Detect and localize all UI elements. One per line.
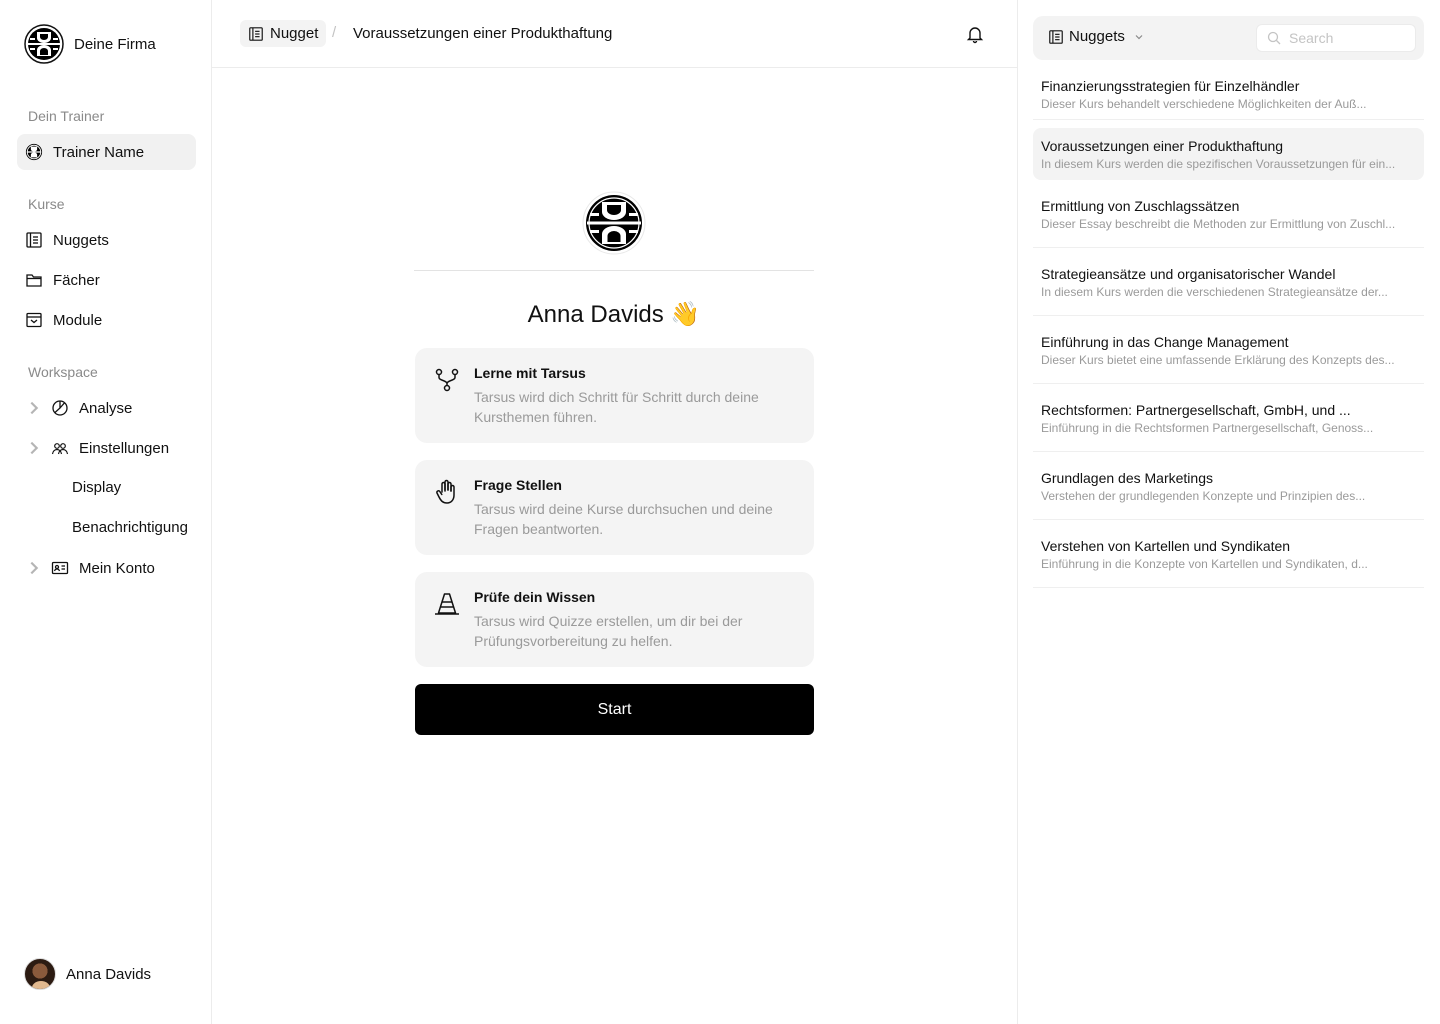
folder-icon (25, 271, 43, 289)
user-profile[interactable] (24, 958, 151, 990)
sidebar-item-analyse[interactable] (17, 390, 196, 426)
list-item-description: In diesem Kurs werden die verschiedenen Strategieansätze der... (1041, 285, 1388, 299)
list-item-description: Einführung in die Rechtsformen Partnergesellschaft, Genoss... (1041, 421, 1374, 435)
start-button[interactable]: Start (415, 684, 814, 735)
list-item[interactable] (1033, 188, 1424, 248)
sidebar-subitem-benachrichtigung[interactable]: Benachrichtigung (72, 519, 188, 536)
workspace-section-label: Workspace (28, 364, 98, 380)
document-icon (1048, 29, 1064, 45)
hero-divider (414, 270, 814, 271)
list-item-description: Verstehen der grundlegenden Konzepte und Prinzipien des... (1041, 489, 1366, 503)
trainer-section-label: Dein Trainer (28, 108, 105, 124)
courses-section-label: Kurse (28, 196, 65, 212)
card-description: Tarsus wird deine Kurse durchsuchen und deine Fragen beantworten. (474, 501, 773, 537)
sidebar-item-trainer[interactable] (17, 134, 196, 170)
top-header (212, 0, 1018, 68)
sidebar (0, 0, 212, 1024)
sidebar-item-label: Fächer (53, 271, 100, 289)
list-item-active[interactable] (1033, 128, 1424, 180)
list-item-title: Strategieansätze und organisatorischer Wandel (1041, 266, 1336, 282)
dropdown-label: Nuggets (1069, 28, 1125, 45)
breadcrumb-current: Voraussetzungen einer Produkthaftung (353, 25, 613, 42)
sidebar-item-nuggets[interactable] (17, 222, 196, 258)
card-title: Prüfe dein Wissen (474, 589, 596, 605)
sidebar-item-mein-konto[interactable] (17, 550, 196, 586)
pie-chart-icon (51, 399, 69, 417)
list-item-title: Finanzierungsstrategien für Einzelhändler (1041, 78, 1300, 94)
list-item-description: Einführung in die Konzepte von Kartellen und Syndikaten, d... (1041, 557, 1368, 571)
card-pruefe-dein-wissen[interactable] (415, 572, 814, 667)
card-lerne-mit-tarsus[interactable] (415, 348, 814, 443)
sidebar-subitem-display[interactable]: Display (72, 479, 122, 496)
bell-icon[interactable] (965, 24, 985, 44)
list-item-title: Ermittlung von Zuschlagssätzen (1041, 198, 1240, 214)
document-icon (25, 231, 43, 249)
id-card-icon (51, 559, 69, 577)
main-divider (1017, 0, 1018, 1024)
list-item[interactable] (1033, 460, 1424, 520)
sidebar-item-label: Mein Konto (79, 559, 155, 577)
sidebar-item-faecher[interactable] (17, 262, 196, 298)
chevron-right-icon (25, 439, 43, 457)
card-description: Tarsus wird Quizze erstellen, um dir bei der Prüfungsvorbereitung zu helfen. (474, 613, 743, 649)
branch-icon (433, 366, 461, 394)
company-logo-icon (24, 24, 64, 64)
list-item[interactable] (1033, 324, 1424, 384)
sidebar-item-label: Module (53, 311, 103, 329)
document-icon (248, 26, 264, 42)
card-description: Tarsus wird dich Schritt für Schritt durch deine Kursthemen führen. (474, 389, 759, 425)
panel-header (1033, 16, 1424, 60)
card-frage-stellen[interactable] (415, 460, 814, 555)
search-icon (1267, 31, 1281, 45)
hand-icon (433, 478, 461, 506)
users-icon (51, 439, 69, 457)
cone-icon (433, 590, 461, 618)
greeting-title: Anna Davids 👋 (527, 301, 701, 328)
sidebar-item-einstellungen[interactable] (17, 430, 196, 466)
list-item-title: Rechtsformen: Partnergesellschaft, GmbH, und ... (1041, 402, 1351, 418)
sidebar-item-label: Nuggets (53, 231, 109, 249)
search-box (1256, 24, 1416, 52)
list-item[interactable] (1033, 528, 1424, 588)
list-item-title: Grundlagen des Marketings (1041, 470, 1213, 486)
search-input[interactable] (1289, 30, 1399, 46)
list-item[interactable] (1033, 392, 1424, 452)
trainer-avatar-icon (25, 143, 43, 161)
list-item-description: In diesem Kurs werden die spezifischen Voraussetzungen für ein... (1041, 157, 1396, 171)
breadcrumb-label: Nugget (270, 25, 319, 42)
sidebar-item-label: Trainer Name (53, 143, 145, 161)
card-title: Lerne mit Tarsus (474, 365, 586, 381)
chevron-down-icon (1134, 32, 1144, 42)
list-item-title: Verstehen von Kartellen und Syndikaten (1041, 538, 1291, 554)
trainer-logo-icon (582, 191, 646, 255)
list-item-description: Dieser Kurs bietet eine umfassende Erklärung des Konzepts des... (1041, 353, 1395, 367)
sidebar-item-module[interactable] (17, 302, 196, 338)
archive-icon (25, 311, 43, 329)
list-item[interactable] (1033, 256, 1424, 316)
company-name: Deine Firma (74, 35, 156, 53)
chevron-right-icon (25, 399, 43, 417)
sidebar-item-label: Analyse (79, 399, 133, 417)
sidebar-item-label: Einstellungen (79, 439, 170, 457)
list-item-title: Einführung in das Change Management (1041, 334, 1289, 350)
brand[interactable] (24, 24, 156, 64)
list-item[interactable] (1033, 68, 1424, 120)
chevron-right-icon (25, 559, 43, 577)
breadcrumb-separator: / (332, 24, 337, 41)
nuggets-dropdown[interactable] (1048, 28, 1144, 45)
avatar (24, 958, 56, 990)
card-title: Frage Stellen (474, 477, 562, 493)
list-item-title: Voraussetzungen einer Produkthaftung (1041, 138, 1284, 154)
list-item-description: Dieser Essay beschreibt die Methoden zur Ermittlung von Zuschl... (1041, 217, 1396, 231)
list-item-description: Dieser Kurs behandelt verschiedene Möglichkeiten der Auß... (1041, 97, 1367, 111)
user-name: Anna Davids (66, 965, 152, 983)
breadcrumb-nugget[interactable] (240, 20, 326, 47)
